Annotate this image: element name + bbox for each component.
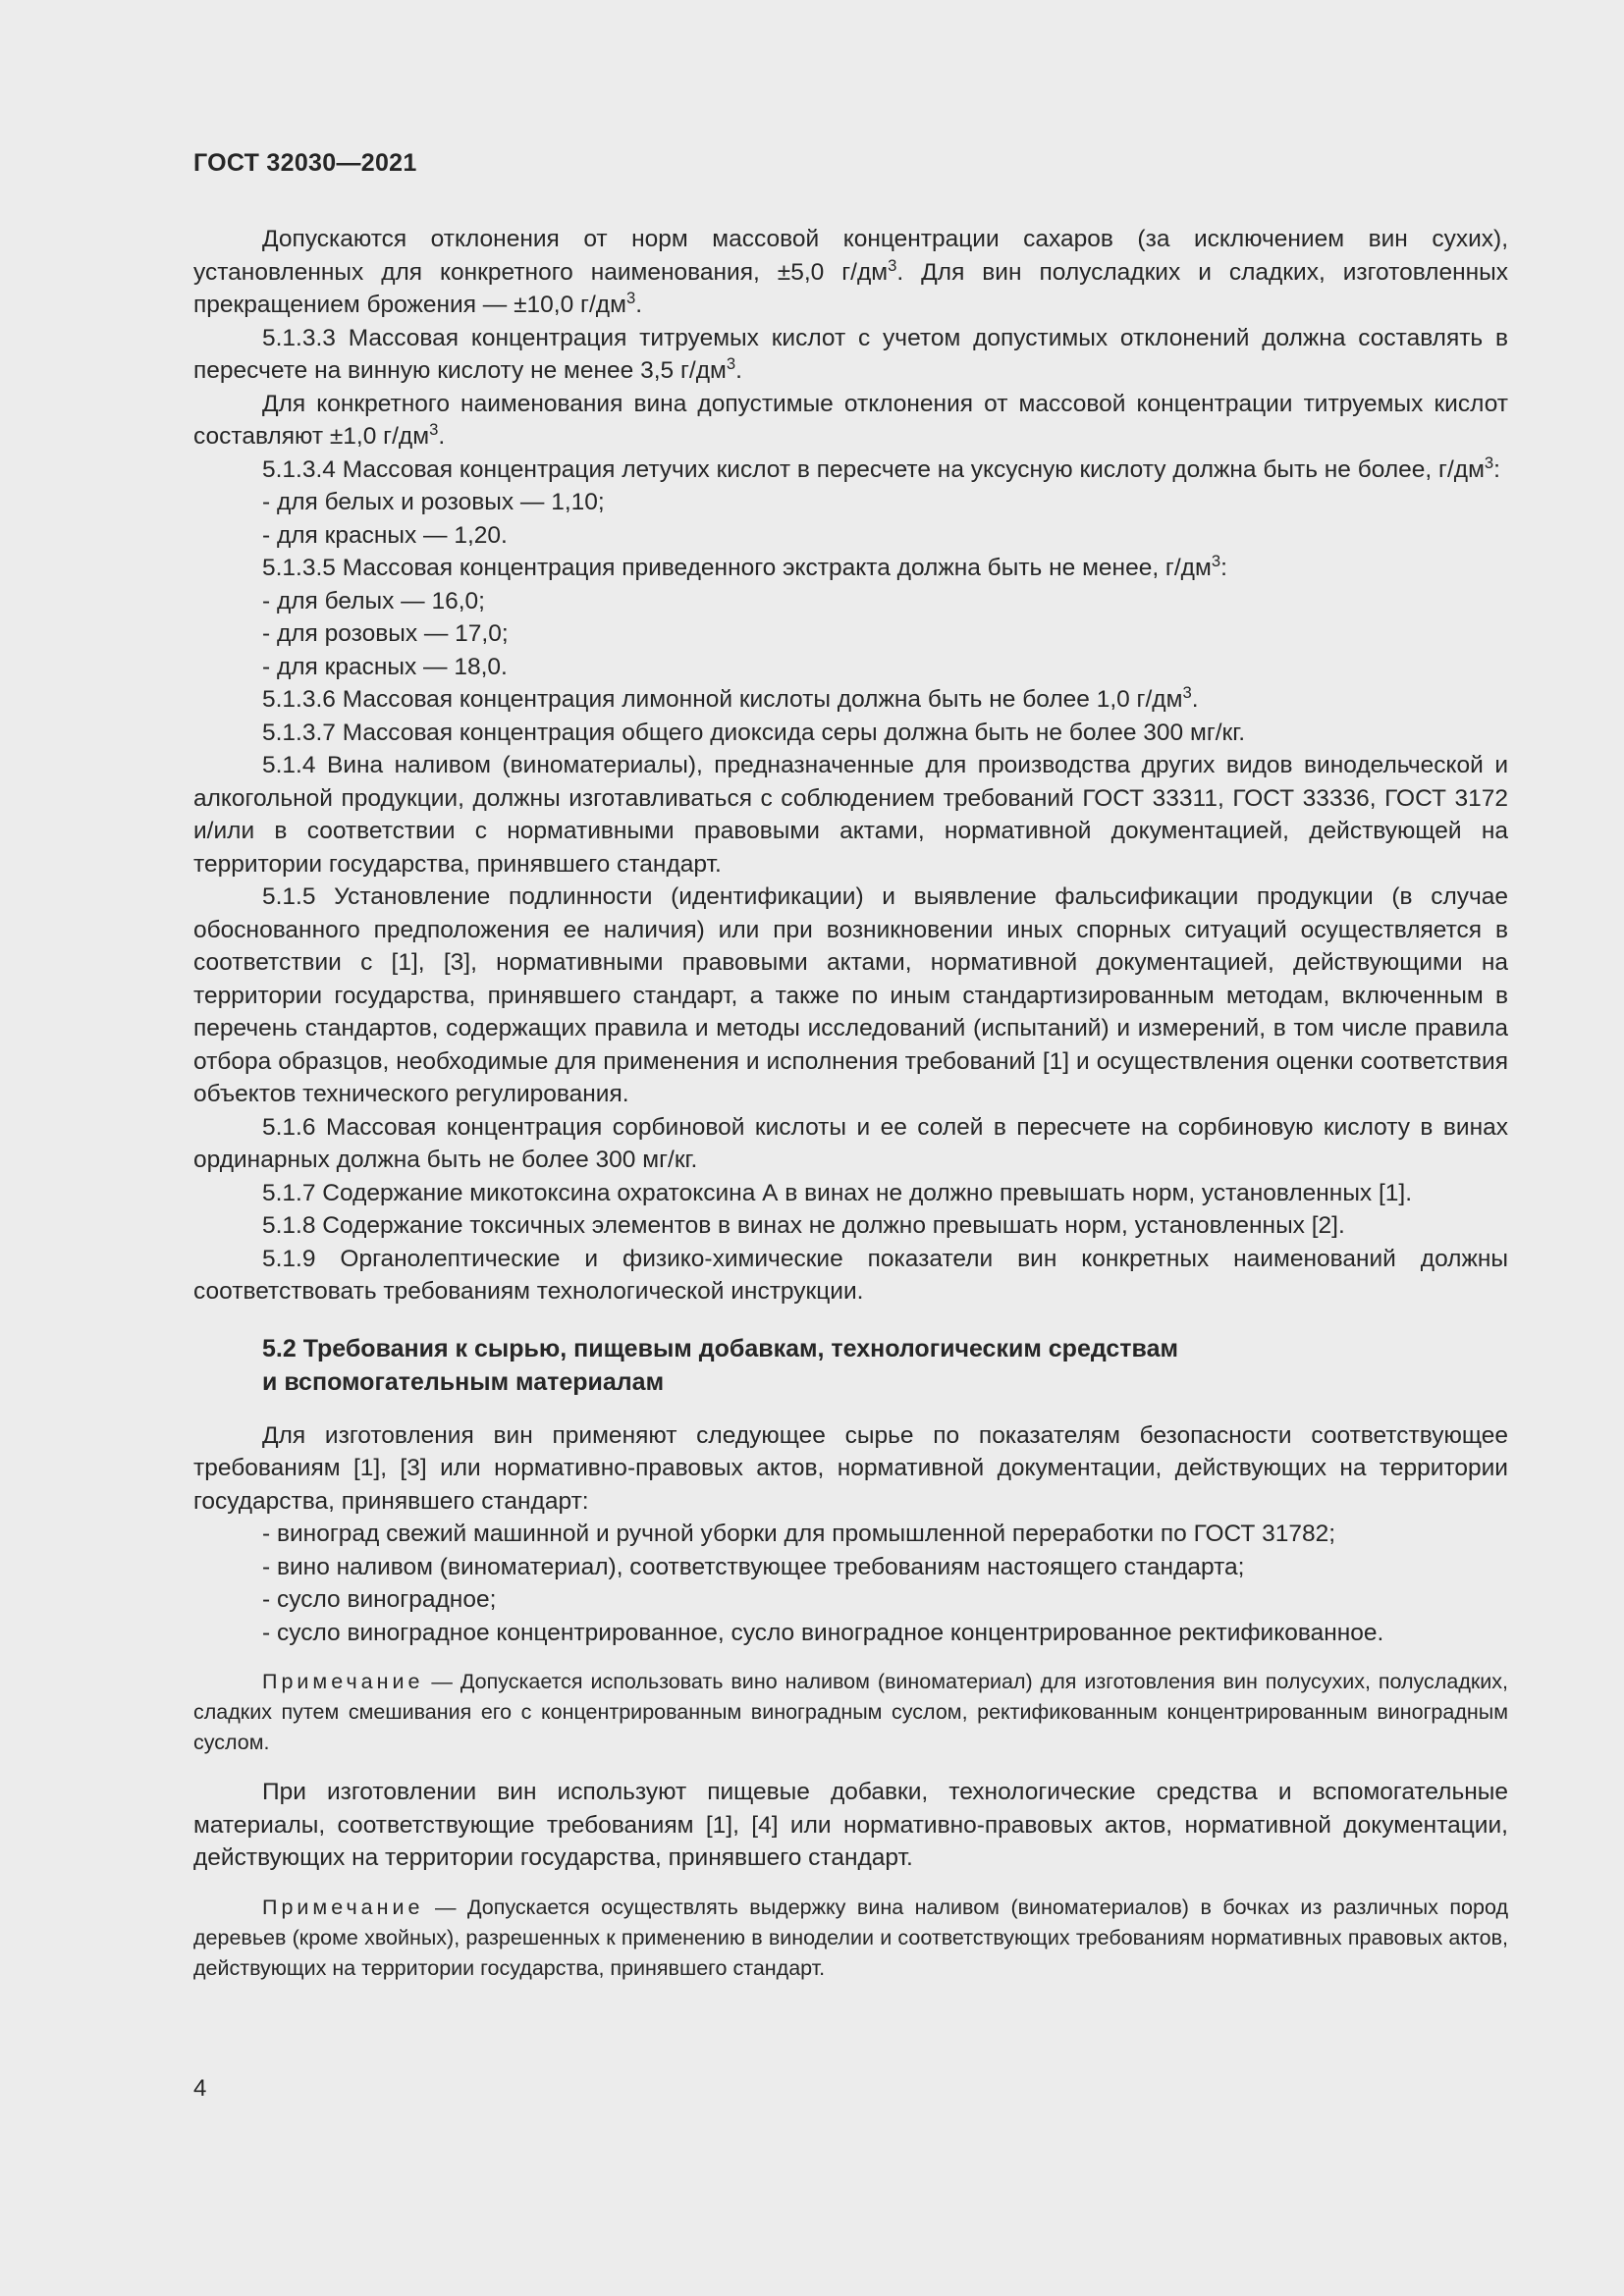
superscript: 3 bbox=[726, 353, 736, 373]
clause-5-1-3-4 bbox=[193, 454, 1508, 487]
document-header: ГОСТ 32030—2021 bbox=[193, 149, 417, 177]
clause-5-1-3-6 bbox=[193, 683, 1508, 717]
superscript: 3 bbox=[888, 255, 897, 275]
clause-5-1-9: 5.1.9 Органолептические и физико-химические показатели вин конкретных наименований должны соответствовать требованиям технологической инструкции. bbox=[193, 1245, 1508, 1305]
additives-paragraph: При изготовлении вин используют пищевые добавки, технологические средства и вспомогательные материалы, соответствующие требованиям [1], [4] или нормативно-правовых актов, нормативной документации, действующих на территории государства, принявшего стандарт. bbox=[193, 1779, 1508, 1871]
text-part: Для конкретного наименования вина допустимые отклонения от массовой концентрации титруемых кислот составляют ±1,0 г/дм bbox=[193, 390, 1508, 450]
superscript: 3 bbox=[625, 288, 636, 307]
clause-5-1-8: 5.1.8 Содержание токсичных элементов в винах не должно превышать норм, установленных [2]. bbox=[262, 1212, 1345, 1239]
note-text: — Допускается использовать вино наливом (виноматериал) для изготовления вин полусухих, полусладких, сладких путем смешивания его с концентрированным виноградным суслом, ректификованным концентрированным виноградным суслом. bbox=[193, 1670, 1508, 1754]
section-5-2-title bbox=[262, 1332, 1508, 1399]
text-part: 5.1.3.6 Массовая концентрация лимонной кислоты должна быть не более 1,0 г/дм bbox=[262, 686, 1183, 713]
list-item: - для белых — 16,0; bbox=[262, 587, 485, 614]
list-item: - сусло виноградное концентрированное, сусло виноградное концентрированное ректификованное. bbox=[262, 1619, 1384, 1646]
text-part: Допускаются отклонения от норм массовой концентрации сахаров (за исключением вин сухих), установленных для конкретного наименования, ±5,0 г/дм bbox=[193, 226, 1508, 286]
text-part: 5.1.3.3 Массовая концентрация титруемых кислот с учетом допустимых отклонений должна составлять в пересчете на винную кислоту не менее 3,5 г/дм bbox=[193, 324, 1508, 384]
clause-5-1-5: 5.1.5 Установление подлинности (идентификации) и выявление фальсификации продукции (в случае обоснованного предположения ее наличия) или при возникновении иных спорных ситуаций осуществляется в соответствии с [1], [3], нормативными правовыми актами, нормативной документацией, действующими на территории государства, принявшего стандарт, а также по иным стандартизированным методам, включенным в перечень стандартов, содержащих правила и методы исследований (испытаний) и измерений, в том числе правила отбора образцов, необходимые для применения и исполнения требований [1] и осуществления оценки соответствия объектов технического регулирования. bbox=[193, 883, 1508, 1107]
raw-materials-intro: Для изготовления вин применяют следующее сырье по показателям безопасности соответствующее требованиям [1], [3] или нормативно-правовых актов, нормативной документации, действующих на территории государства, принявшего стандарт: bbox=[193, 1421, 1508, 1515]
note-label: Примечание bbox=[262, 1895, 424, 1919]
paragraph-sugar-deviation bbox=[193, 223, 1508, 322]
text-part: . Для вин полусладких и сладких, изготовленных прекращением брожения — ±10,0 г/дм bbox=[193, 258, 1508, 318]
superscript: 3 bbox=[1182, 682, 1192, 702]
clause-5-1-4: 5.1.4 Вина наливом (виноматериалы), предназначенные для производства других видов винодельческой и алкогольной продукции, должны изготавливаться с соблюдением требований ГОСТ 33311, ГОСТ 33336, ГОСТ 3172 и/или в соответствии с нормативными правовыми актами, нормативной документацией, действующей на территории государства, принявшего стандарт. bbox=[193, 752, 1508, 878]
list-item: - для розовых — 17,0; bbox=[262, 620, 509, 647]
superscript: 3 bbox=[429, 419, 439, 439]
text-part: : bbox=[1493, 455, 1500, 483]
list-item: - сусло виноградное; bbox=[262, 1586, 497, 1613]
superscript: 3 bbox=[1484, 453, 1494, 472]
list-item: - виноград свежий машинной и ручной уборки для промышленной переработки по ГОСТ 31782; bbox=[262, 1521, 1336, 1547]
clause-5-1-3-3 bbox=[193, 322, 1508, 388]
text-part: : bbox=[1220, 555, 1227, 581]
clause-5-1-6: 5.1.6 Массовая концентрация сорбиновой кислоты и ее солей в пересчете на сорбиновую кислоту в винах ординарных должна быть не более 300 мг/кг. bbox=[193, 1113, 1508, 1173]
text-part: . bbox=[1191, 686, 1199, 713]
note-1 bbox=[193, 1667, 1508, 1758]
section-title-line: и вспомогательным материалам bbox=[262, 1367, 665, 1396]
clause-5-1-3-5 bbox=[193, 552, 1508, 585]
note-2 bbox=[193, 1893, 1508, 1984]
document-body bbox=[193, 223, 1508, 1996]
clause-5-1-7: 5.1.7 Содержание микотоксина охратоксина А в винах не должно превышать норм, установленных [1]. bbox=[262, 1179, 1413, 1206]
list-item: - для белых и розовых — 1,10; bbox=[262, 489, 605, 515]
clause-5-1-3-7: 5.1.3.7 Массовая концентрация общего диоксида серы должна быть не более 300 мг/кг. bbox=[262, 719, 1246, 746]
list-item: - для красных — 1,20. bbox=[262, 521, 508, 549]
list-item: - для красных — 18,0. bbox=[262, 653, 508, 680]
text-part: . bbox=[438, 423, 446, 450]
list-item: - вино наливом (виноматериал), соответствующее требованиям настоящего стандарта; bbox=[262, 1553, 1245, 1580]
text-part: . bbox=[735, 357, 742, 384]
paragraph-acid-deviation bbox=[193, 388, 1508, 454]
page-number: 4 bbox=[193, 2075, 207, 2102]
note-text: — Допускается осуществлять выдержку вина наливом (виноматериалов) в бочках из различных пород деревьев (кроме хвойных), разрешенных к применению в виноделии и соответствующих требованиям нормативных правовых актов, действующих на территории государства, принявшего стандарт. bbox=[193, 1895, 1508, 1980]
text-part: . bbox=[635, 292, 643, 318]
note-label: Примечание bbox=[262, 1670, 424, 1693]
section-title-line: 5.2 Требования к сырью, пищевым добавкам, технологическим средствам bbox=[262, 1334, 1178, 1362]
text-part: 5.1.3.4 Массовая концентрация летучих кислот в пересчете на уксусную кислоту должна быть не более, г/дм bbox=[262, 455, 1485, 483]
superscript: 3 bbox=[1211, 551, 1221, 570]
text-part: 5.1.3.5 Массовая концентрация приведенного экстракта должна быть не менее, г/дм bbox=[262, 555, 1212, 581]
